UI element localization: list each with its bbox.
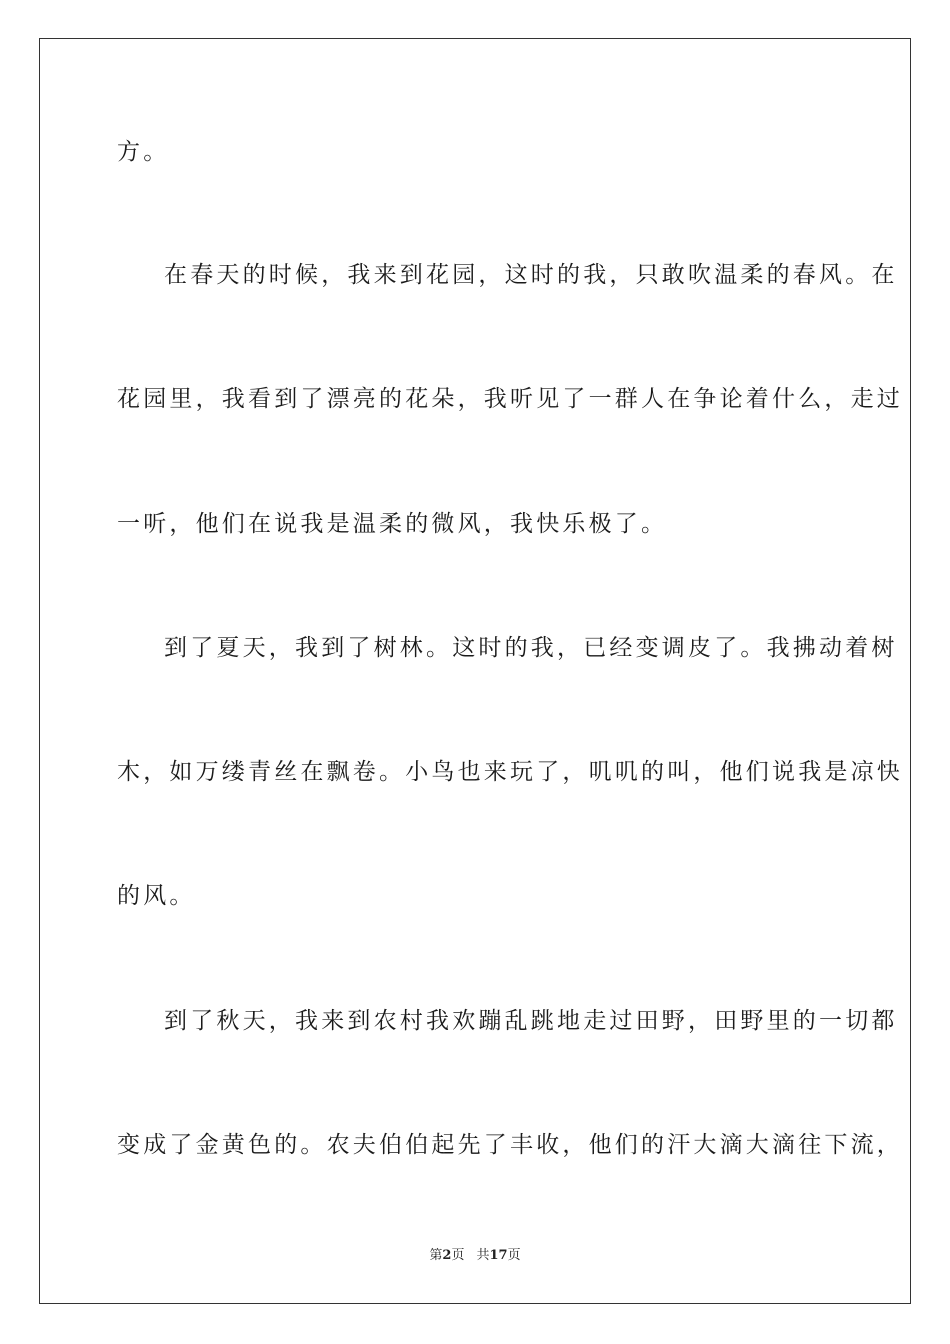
page-footer (0, 1247, 950, 1265)
page-total: 共17页 (476, 1248, 521, 1263)
page-border (39, 38, 911, 1304)
body-text-line: 一听，他们在说我是温柔的微风，我快乐极了。 (117, 511, 668, 537)
page-number: 第2页 (429, 1248, 465, 1263)
body-text-line: 到了夏天，我到了树林。这时的我，已经变调皮了。我拂动着树 (164, 635, 898, 661)
body-text-line: 的风。 (117, 883, 196, 909)
body-text-line: 木，如万缕青丝在飘卷。小鸟也来玩了，叽叽的叫，他们说我是凉快 (117, 759, 903, 785)
body-text-line: 方。 (117, 139, 170, 165)
body-text-line: 到了秋天，我来到农村我欢蹦乱跳地走过田野，田野里的一切都 (164, 1008, 898, 1034)
body-text-line: 花园里，我看到了漂亮的花朵，我听见了一群人在争论着什么，走过 (117, 386, 903, 412)
body-text-line: 变成了金黄色的。农夫伯伯起先了丰收，他们的汗大滴大滴往下流， (117, 1132, 903, 1158)
body-text-line: 在春天的时候，我来到花园，这时的我，只敢吹温柔的春风。在 (164, 262, 898, 288)
